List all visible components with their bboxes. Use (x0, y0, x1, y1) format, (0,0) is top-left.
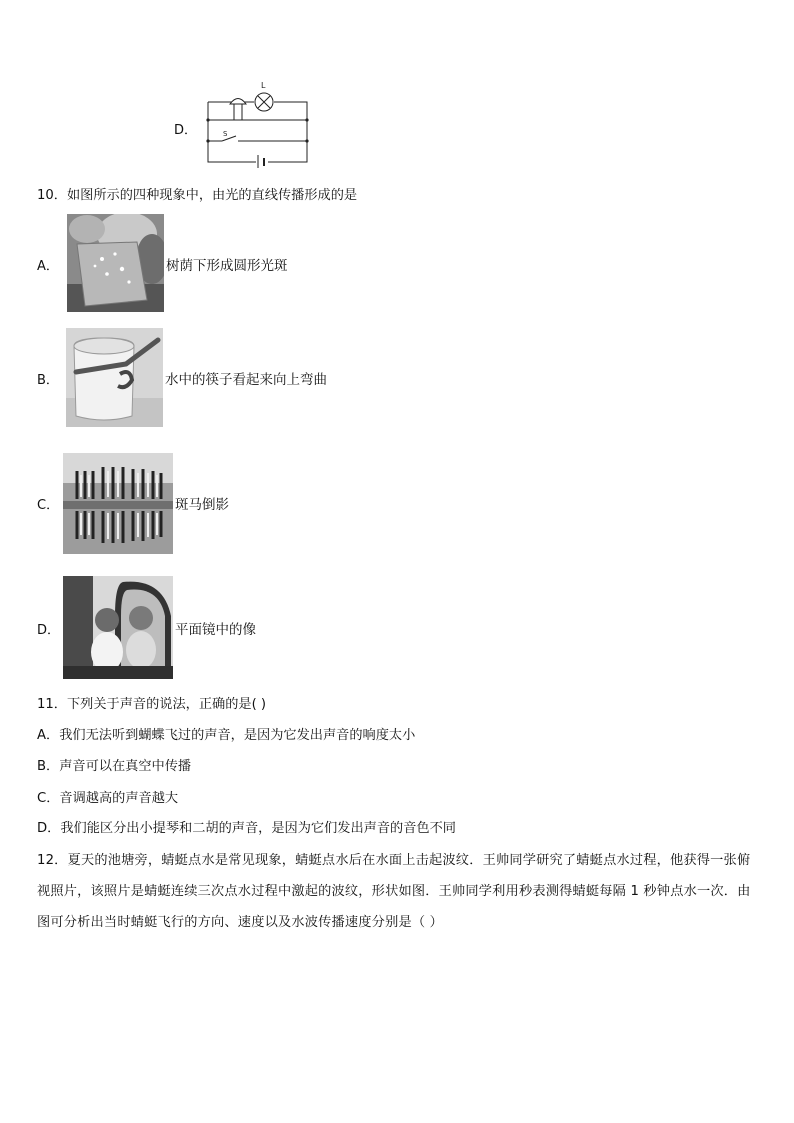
chopstick-in-water-photo (66, 328, 163, 427)
q10-option-d-letter: D． (37, 623, 61, 638)
q10-option-c-letter: C． (37, 498, 60, 513)
lamp-icon (255, 93, 273, 111)
zebra-reflection-photo (63, 453, 173, 554)
q10-option-a-caption: 树荫下形成圆形光斑 (166, 258, 288, 274)
push-button-icon (230, 99, 246, 121)
q10-option-d-caption: 平面镜中的像 (175, 622, 256, 638)
q11-option-a: A．我们无法听到蝴蝶飞过的声音，是因为它发出声音的响度太小 (37, 728, 416, 743)
q10-option-a-letter: A． (37, 259, 59, 274)
q11-option-b: B．声音可以在真空中传播 (37, 759, 192, 774)
mirror-image-photo (63, 576, 173, 679)
switch-label: S (223, 130, 228, 138)
tree-shade-light-spots-photo (67, 214, 164, 312)
q12-stem: 12．夏天的池塘旁，蜻蜓点水是常见现象，蜻蜓点水后在水面上击起波纹．王帅同学研究了蜻蜓点水过程，他获得一张俯视照片，该照片是蜻蜓连续三次点水过程中激起的波纹，形状如图．王帅同学利用秒表测得蜻蜓每隔 1 秒钟点水一次．由图可分析出当时蜻蜓飞行的方向、速度以及水波传播速度分别是（ ） (37, 853, 751, 930)
q9-option-d (174, 78, 314, 168)
circuit-diagram (174, 78, 314, 168)
q9-option-d-label: D． (174, 123, 198, 138)
q10-option-c-caption: 斑马倒影 (175, 497, 229, 513)
q11-stem: 11．下列关于声音的说法，正确的是( ) (37, 697, 267, 712)
q10-option-b-caption: 水中的筷子看起来向上弯曲 (165, 372, 327, 388)
lamp-label: L (261, 81, 266, 90)
battery-icon (258, 155, 264, 168)
q11-option-d: D．我们能区分出小提琴和二胡的声音，是因为它们发出声音的音色不同 (37, 821, 456, 836)
q11-option-c: C．音调越高的声音越大 (37, 791, 179, 806)
q10-option-b-letter: B． (37, 373, 59, 388)
q10-stem: 10．如图所示的四种现象中，由光的直线传播形成的是 (37, 188, 358, 203)
